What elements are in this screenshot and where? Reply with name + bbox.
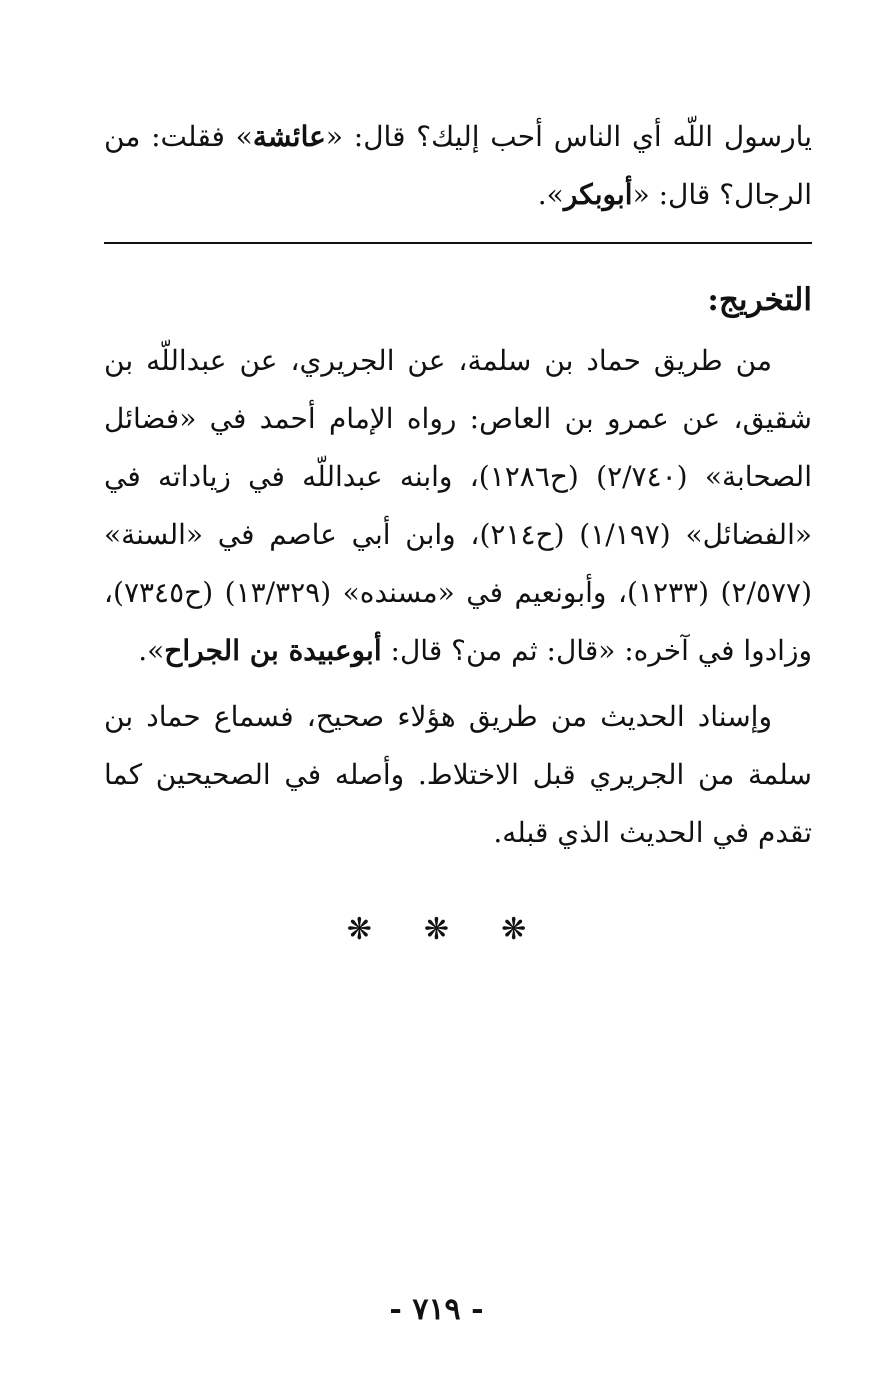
- section-divider: [104, 242, 812, 244]
- hadith-text-part2: » فقلت: من الرجال؟ قال: «: [104, 120, 812, 211]
- hadith-text-part3: ».: [537, 178, 564, 211]
- name-aisha: عائشة: [252, 120, 326, 153]
- name-abu-ubaidah: أبوعبيدة بن الجراح: [164, 634, 382, 667]
- takhrij-paragraph: [104, 332, 812, 680]
- star-icon: ❋: [423, 912, 450, 947]
- star-icon: ❋: [346, 912, 372, 947]
- star-icon: ❋: [501, 912, 527, 947]
- page-content: [104, 108, 812, 862]
- hadith-text: [104, 108, 812, 224]
- isnad-paragraph: وإسناد الحديث من طريق هؤلاء صحيح، فسماع حماد بن سلمة من الجريري قبل الاختلاط. وأصله في الصحيحين كما تقدم في الحديث الذي قبله.: [104, 700, 812, 849]
- name-abubakr: أبوبكر: [563, 178, 633, 211]
- takhrij-heading: التخريج:: [707, 282, 812, 318]
- page-number: - ٧١٩ -: [389, 1292, 484, 1327]
- hadith-text-part1: يارسول اللّه أي الناس أحب إليك؟ قال: «: [325, 120, 812, 153]
- takhrij-text-part1: من طريق حماد بن سلمة، عن الجريري، عن عبداللّه بن شقيق، عن عمرو بن العاص: رواه الإمام أحمد في «فضائل الصحابة» (٢/٧٤٠) (ح١٢٨٦)، وابنه عبداللّه في زياداته في «الفضائل» (١/١٩٧) (ح٢١٤)، وابن أبي عاصم في «السنة» (٢/٥٧٧) (١٢٣٣)، وأبونعيم في «مسنده» (١٣/٣٢٩) (ح٧٣٤٥)، وزادوا في آخره: «قال: ثم من؟ قال:: [104, 344, 812, 667]
- takhrij-text-part2: ».: [138, 634, 165, 667]
- section-separator-stars: [0, 910, 873, 950]
